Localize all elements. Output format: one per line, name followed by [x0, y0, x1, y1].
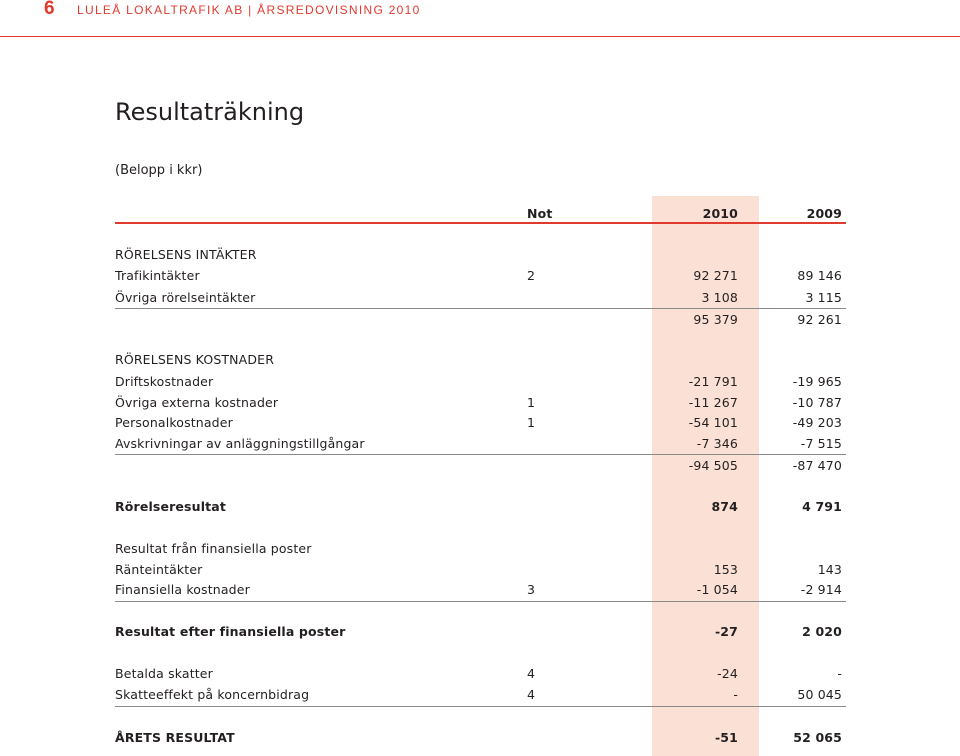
table-row-value-2009: -19 965	[792, 374, 842, 389]
page-subtitle: (Belopp i kkr)	[115, 163, 203, 178]
table-row-value-2009: 3 115	[805, 290, 842, 305]
table-row-note: 2	[527, 268, 536, 283]
table-row-value-2010: -54 101	[688, 415, 738, 430]
table-row-value-2010: 3 108	[701, 290, 738, 305]
year-result-2010: -51	[714, 730, 738, 745]
operating-result-2010: 874	[711, 499, 738, 514]
operating-result-2009: 4 791	[802, 499, 842, 514]
subtotal-value-2010: -94 505	[688, 458, 738, 473]
table-row-value-2009: 89 146	[797, 268, 842, 283]
table-row-value-2009: -7 515	[800, 436, 842, 451]
table-row-label: Finansiella kostnader	[115, 582, 250, 597]
page-header	[0, 0, 960, 37]
year-result-label: ÅRETS RESULTAT	[115, 730, 235, 745]
table-row-value-2009: 50 045	[797, 687, 842, 702]
page-title: Resultaträkning	[115, 98, 305, 126]
divider	[115, 601, 846, 602]
table-row-label: Personalkostnader	[115, 415, 233, 430]
table-row-value-2009: -	[837, 666, 842, 681]
table-row-label: RÖRELSENS KOSTNADER	[115, 352, 275, 367]
table-row-value-2010: -1 054	[696, 582, 738, 597]
table-row-value-2009: -10 787	[792, 395, 842, 410]
divider	[115, 308, 846, 309]
table-row-label: Betalda skatter	[115, 666, 213, 681]
subtotal-value-2010: 95 379	[693, 312, 738, 327]
year-result-2009: 52 065	[793, 730, 842, 745]
table-row-note: 1	[527, 395, 536, 410]
result-after-financial-2009: 2 020	[802, 624, 842, 639]
table-row-value-2009: -2 914	[800, 582, 842, 597]
page-number: 6	[44, 0, 55, 19]
table-row-value-2010: -7 346	[696, 436, 738, 451]
table-row-note: 1	[527, 415, 536, 430]
result-after-financial-label: Resultat efter finansiella poster	[115, 624, 346, 639]
column-header-2009: 2009	[806, 206, 842, 221]
table-row-label: RÖRELSENS INTÄKTER	[115, 247, 257, 262]
running-head: LULEÅ LOKALTRAFIK AB | ÅRSREDOVISNING 2010	[77, 3, 421, 17]
divider	[115, 454, 846, 455]
table-row-label: Driftskostnader	[115, 374, 214, 389]
table-row-value-2010: -21 791	[688, 374, 738, 389]
table-row-note: 3	[527, 582, 536, 597]
table-row-label: Avskrivningar av anläggningstillgångar	[115, 436, 365, 451]
subtotal-value-2009: -87 470	[792, 458, 842, 473]
table-row-value-2010: -24	[717, 666, 738, 681]
table-row-value-2009: 143	[817, 562, 842, 577]
table-row-label: Övriga rörelseintäkter	[115, 290, 256, 305]
table-row-label: Trafikintäkter	[115, 268, 200, 283]
header-rule	[0, 36, 960, 37]
table-row-value-2010: 92 271	[693, 268, 738, 283]
table-row-value-2010: 153	[713, 562, 738, 577]
divider	[115, 706, 846, 707]
table-row-label: Resultat från finansiella poster	[115, 541, 312, 556]
table-row-note: 4	[527, 666, 536, 681]
table-row-value-2010: -	[733, 687, 738, 702]
table-row-label: Övriga externa kostnader	[115, 395, 279, 410]
table-row-note: 4	[527, 687, 536, 702]
operating-result-label: Rörelseresultat	[115, 499, 226, 514]
table-row-label: Skatteeffekt på koncernbidrag	[115, 687, 310, 702]
result-after-financial-2010: -27	[714, 624, 738, 639]
column-header-2010: 2010	[702, 206, 738, 221]
table-row-label: Ränteintäkter	[115, 562, 203, 577]
subtotal-value-2009: 92 261	[797, 312, 842, 327]
header-red-rule	[115, 222, 846, 224]
table-row-value-2010: -11 267	[688, 395, 738, 410]
table-row-value-2009: -49 203	[792, 415, 842, 430]
column-header-note: Not	[527, 206, 553, 221]
